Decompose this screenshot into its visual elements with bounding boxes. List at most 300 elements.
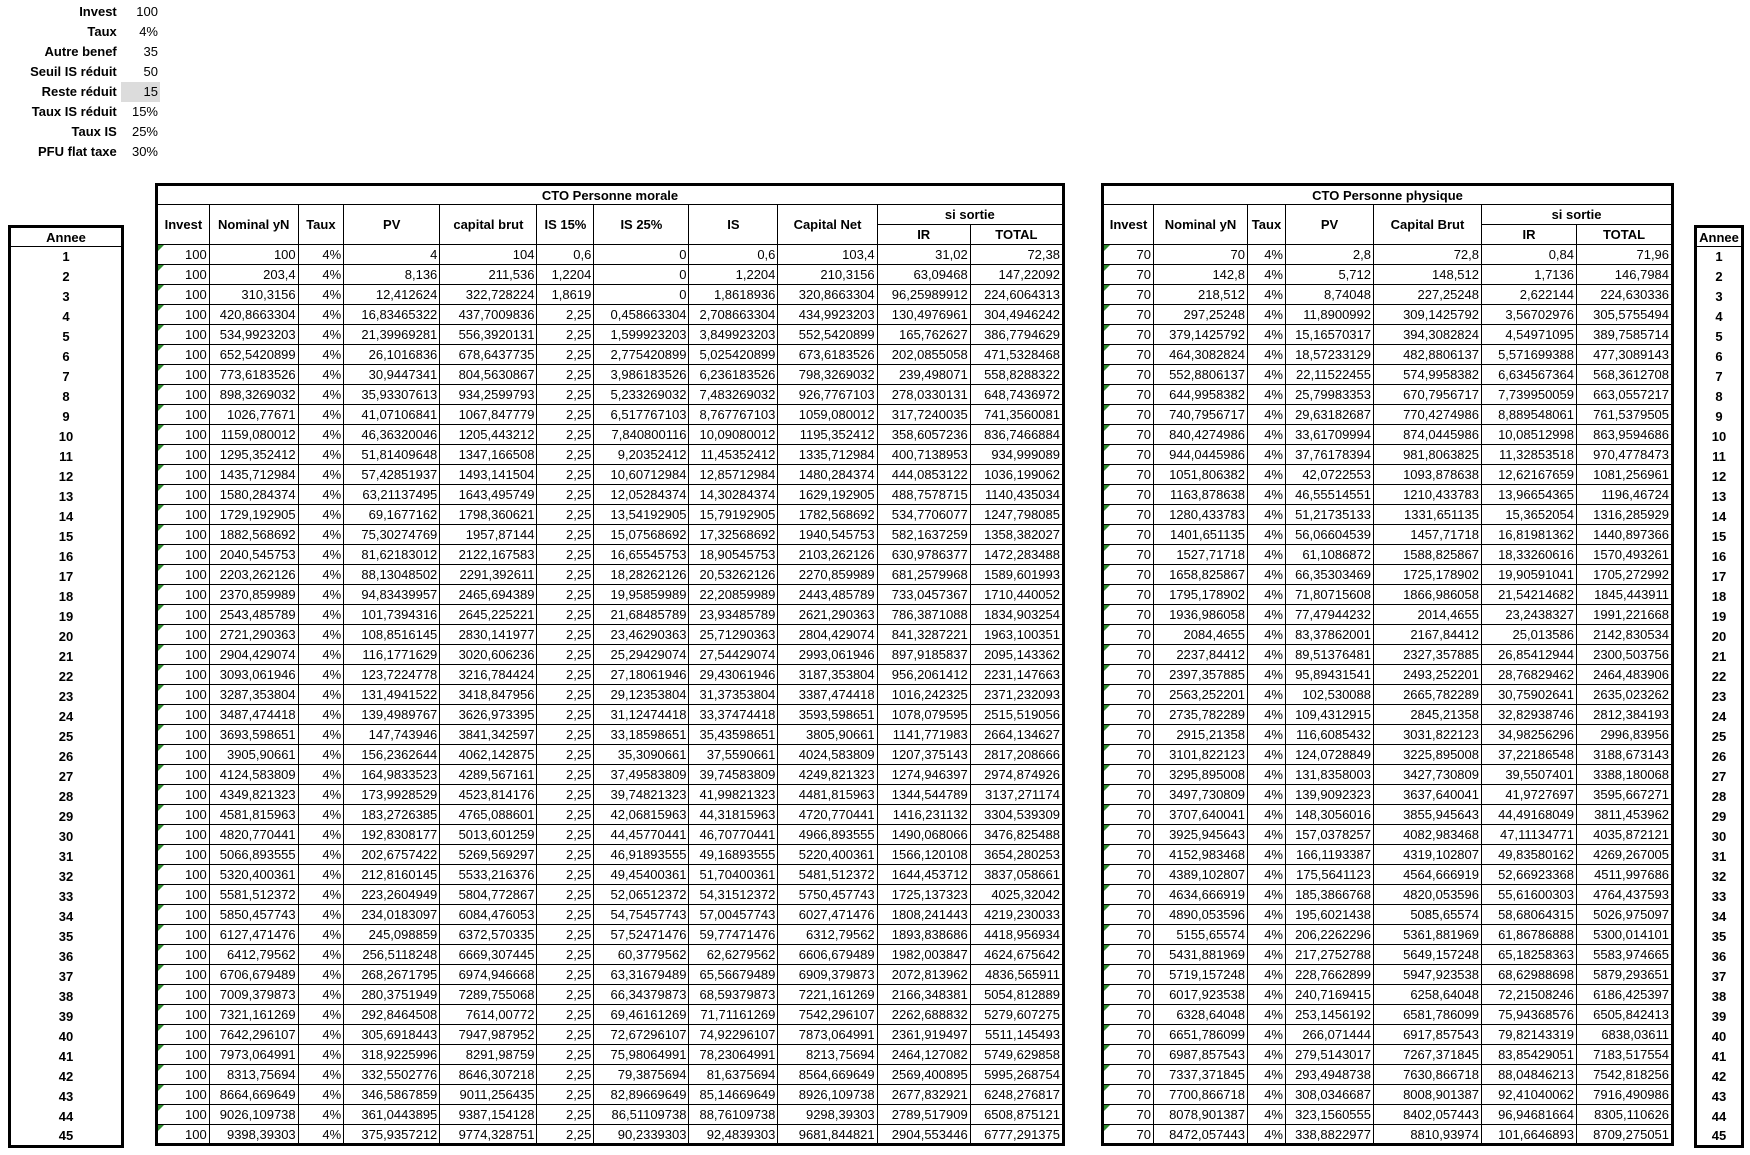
col-header-is[interactable]: IS [689,205,778,245]
table-cell[interactable]: 4% [298,1065,343,1085]
table-cell[interactable]: 8,74048 [1286,285,1374,305]
table-cell[interactable]: 836,7466884 [970,425,1063,445]
table-cell[interactable]: 70 [1103,565,1154,585]
table-cell[interactable]: 5581,512372 [209,885,298,905]
table-cell[interactable]: 18,90545753 [689,545,778,565]
table-cell[interactable]: 2,25 [537,985,594,1005]
table-cell[interactable]: 1644,453712 [877,865,970,885]
table-cell[interactable]: 2,622144 [1482,285,1577,305]
table-cell[interactable]: 3595,667271 [1577,785,1673,805]
table-cell[interactable]: 1480,284374 [778,465,877,485]
col-header-nominal[interactable]: Nominal yN [209,205,298,245]
table-cell[interactable]: 2915,21358 [1154,725,1248,745]
table-cell[interactable]: 49,45400361 [594,865,689,885]
col-header-is15[interactable]: IS 15% [537,205,594,245]
table-cell[interactable]: 70 [1103,885,1154,905]
table-cell[interactable]: 4720,770441 [778,805,877,825]
table-cell[interactable]: 4% [1248,765,1286,785]
table-cell[interactable]: 386,7794629 [970,325,1063,345]
table-cell[interactable]: 4% [298,1045,343,1065]
table-cell[interactable]: 83,85429051 [1482,1045,1577,1065]
table-cell[interactable]: 100 [157,825,210,845]
table-cell[interactable]: 4% [298,725,343,745]
table-cell[interactable]: 82,89669649 [594,1085,689,1105]
table-cell[interactable]: 11,8900992 [1286,305,1374,325]
table-cell[interactable]: 100 [157,705,210,725]
table-cell[interactable]: 1629,192905 [778,485,877,505]
table-cell[interactable]: 25,71290363 [689,625,778,645]
table-cell[interactable]: 70 [1103,945,1154,965]
table-cell[interactable]: 100 [157,545,210,565]
table-cell[interactable]: 34,98256296 [1482,725,1577,745]
table-cell[interactable]: 1416,231132 [877,805,970,825]
year-cell[interactable]: 26 [58,749,74,764]
table-cell[interactable]: 100 [157,1085,210,1105]
table-cell[interactable]: 9011,256435 [440,1085,537,1105]
table-cell[interactable]: 6017,923538 [1154,985,1248,1005]
table-cell[interactable]: 670,7956717 [1374,385,1482,405]
parameter-value[interactable]: 15 [121,82,160,102]
year-cell[interactable]: 22 [1711,669,1727,684]
table-cell[interactable]: 1643,495749 [440,485,537,505]
table-cell[interactable]: 305,5755494 [1577,305,1673,325]
table-cell[interactable]: 15,07568692 [594,525,689,545]
table-cell[interactable]: 175,5641123 [1286,865,1374,885]
table-cell[interactable]: 100 [157,585,210,605]
table-cell[interactable]: 1729,192905 [209,505,298,525]
table-cell[interactable]: 2166,348381 [877,985,970,1005]
table-cell[interactable]: 4% [298,245,343,265]
table-cell[interactable]: 2,25 [537,885,594,905]
table-cell[interactable]: 70 [1103,485,1154,505]
table-cell[interactable]: 4% [1248,785,1286,805]
year-cell[interactable]: 43 [1711,1089,1727,1104]
table-cell[interactable]: 31,02 [877,245,970,265]
table-cell[interactable]: 5155,65574 [1154,925,1248,945]
table-cell[interactable]: 2203,262126 [209,565,298,585]
table-cell[interactable]: 4289,567161 [440,765,537,785]
table-cell[interactable]: 4% [1248,645,1286,665]
table-cell[interactable]: 4581,815963 [209,805,298,825]
table-cell[interactable]: 2,25 [537,325,594,345]
table-cell[interactable]: 70 [1103,905,1154,925]
year-cell[interactable]: 35 [58,929,74,944]
year-cell[interactable]: 18 [58,589,74,604]
table-cell[interactable]: 100 [157,445,210,465]
year-cell[interactable]: 13 [1711,489,1727,504]
year-cell[interactable]: 27 [1711,769,1727,784]
table-cell[interactable]: 19,90591041 [1482,565,1577,585]
table-cell[interactable]: 58,68064315 [1482,905,1577,925]
table-cell[interactable]: 100 [157,1045,210,1065]
table-cell[interactable]: 100 [157,1005,210,1025]
table-cell[interactable]: 4% [1248,885,1286,905]
table-cell[interactable]: 8305,110626 [1577,1105,1673,1125]
year-cell[interactable]: 13 [58,489,74,504]
table-cell[interactable]: 72,38 [970,245,1063,265]
table-cell[interactable]: 268,2671795 [344,965,440,985]
table-cell[interactable]: 65,18258363 [1482,945,1577,965]
year-cell[interactable]: 32 [1711,869,1727,884]
col-header-total[interactable]: TOTAL [970,225,1063,245]
table-cell[interactable]: 7630,866718 [1374,1065,1482,1085]
table-cell[interactable]: 5220,400361 [778,845,877,865]
table-cell[interactable]: 70 [1103,305,1154,325]
table-cell[interactable]: 70 [1103,505,1154,525]
year-cell[interactable]: 28 [58,789,74,804]
table-cell[interactable]: 1,8618936 [689,285,778,305]
table-cell[interactable]: 4 [344,245,440,265]
table-cell[interactable]: 100 [157,365,210,385]
year-cell[interactable]: 22 [58,669,74,684]
table-cell[interactable]: 4% [298,1005,343,1025]
table-cell[interactable]: 79,3875694 [594,1065,689,1085]
table-cell[interactable]: 2,25 [537,865,594,885]
table-cell[interactable]: 874,0445986 [1374,425,1482,445]
table-cell[interactable]: 54,75457743 [594,905,689,925]
table-cell[interactable]: 100 [157,505,210,525]
table-cell[interactable]: 6312,79562 [778,925,877,945]
table-cell[interactable]: 3388,180068 [1577,765,1673,785]
table-cell[interactable]: 3031,822123 [1374,725,1482,745]
table-cell[interactable]: 94,83439957 [344,585,440,605]
table-cell[interactable]: 4% [298,1025,343,1045]
table-cell[interactable]: 11,45352412 [689,445,778,465]
table-cell[interactable]: 4025,32042 [970,885,1063,905]
table-cell[interactable]: 1440,897366 [1577,525,1673,545]
table-cell[interactable]: 1940,545753 [778,525,877,545]
year-cell[interactable]: 21 [1711,649,1727,664]
col-header-si-sortie[interactable]: si sortie [1482,205,1673,225]
parameter-label[interactable]: PFU flat taxe [38,144,117,159]
table-cell[interactable]: 4% [298,945,343,965]
table-cell[interactable]: 0 [594,245,689,265]
table-cell[interactable]: 4% [1248,345,1286,365]
table-cell[interactable]: 2,25 [537,705,594,725]
table-cell[interactable]: 3654,280253 [970,845,1063,865]
table-cell[interactable]: 210,3156 [778,265,877,285]
table-cell[interactable]: 100 [157,385,210,405]
table-cell[interactable]: 101,6646893 [1482,1125,1577,1145]
table-cell[interactable]: 4% [1248,325,1286,345]
year-cell[interactable]: 1 [62,249,70,265]
table-cell[interactable]: 4% [1248,285,1286,305]
table-cell[interactable]: 8,767767103 [689,405,778,425]
table-cell[interactable]: 70 [1103,385,1154,405]
table-cell[interactable]: 70 [1103,465,1154,485]
table-cell[interactable]: 4% [1248,525,1286,545]
table-cell[interactable]: 39,74583809 [689,765,778,785]
table-cell[interactable]: 15,79192905 [689,505,778,525]
table-cell[interactable]: 4319,102807 [1374,845,1482,865]
year-cell[interactable]: 14 [1711,509,1727,524]
table-cell[interactable]: 8313,75694 [209,1065,298,1085]
table-cell[interactable]: 74,92296107 [689,1025,778,1045]
table-cell[interactable]: 131,4941522 [344,685,440,705]
table-cell[interactable]: 37,5590661 [689,745,778,765]
table-cell[interactable]: 185,3866768 [1286,885,1374,905]
table-cell[interactable]: 4% [298,1125,343,1145]
table-cell[interactable]: 1982,003847 [877,945,970,965]
table-cell[interactable]: 5361,881969 [1374,925,1482,945]
table-cell[interactable]: 72,21508246 [1482,985,1577,1005]
table-cell[interactable]: 1493,141504 [440,465,537,485]
table-cell[interactable]: 4269,267005 [1577,845,1673,865]
parameter-label[interactable]: Autre benef [44,44,117,59]
table-cell[interactable]: 770,4274986 [1374,405,1482,425]
table-cell[interactable]: 70 [1103,1065,1154,1085]
table-cell[interactable]: 88,76109738 [689,1105,778,1125]
table-cell[interactable]: 2,775420899 [594,345,689,365]
table-cell[interactable]: 8213,75694 [778,1045,877,1065]
table-cell[interactable]: 51,70400361 [689,865,778,885]
year-cell[interactable]: 33 [58,889,74,904]
table-cell[interactable]: 100 [157,725,210,745]
table-cell[interactable]: 131,8358003 [1286,765,1374,785]
table-cell[interactable]: 116,6085432 [1286,725,1374,745]
table-cell[interactable]: 568,3612708 [1577,365,1673,385]
table-cell[interactable]: 6669,307445 [440,945,537,965]
table-cell[interactable]: 630,9786377 [877,545,970,565]
table-cell[interactable]: 1866,986058 [1374,585,1482,605]
table-cell[interactable]: 100 [157,865,210,885]
table-cell[interactable]: 4% [1248,1045,1286,1065]
table-cell[interactable]: 673,6183526 [778,345,877,365]
table-cell[interactable]: 2,25 [537,725,594,745]
table-cell[interactable]: 2,25 [537,1005,594,1025]
table-cell[interactable]: 100 [157,345,210,365]
table-cell[interactable]: 70 [1103,245,1154,265]
table-cell[interactable]: 2237,84412 [1154,645,1248,665]
table-cell[interactable]: 41,07106841 [344,405,440,425]
table-cell[interactable]: 5,233269032 [594,385,689,405]
table-cell[interactable]: 10,09080012 [689,425,778,445]
table-cell[interactable]: 652,5420899 [209,345,298,365]
table-cell[interactable]: 4836,565911 [970,965,1063,985]
year-cell[interactable]: 44 [58,1109,74,1124]
table-cell[interactable]: 4% [298,905,343,925]
table-cell[interactable]: 63,09468 [877,265,970,285]
table-cell[interactable]: 804,5630867 [440,365,537,385]
table-cell[interactable]: 7183,517554 [1577,1045,1673,1065]
table-cell[interactable]: 4% [298,405,343,425]
table-cell[interactable]: 2665,782289 [1374,685,1482,705]
table-cell[interactable]: 1026,77671 [209,405,298,425]
table-cell[interactable]: 1140,435034 [970,485,1063,505]
table-cell[interactable]: 79,82143319 [1482,1025,1577,1045]
table-cell[interactable]: 4% [1248,685,1286,705]
table-cell[interactable]: 2,25 [537,665,594,685]
table-cell[interactable]: 59,77471476 [689,925,778,945]
table-cell[interactable]: 4152,983468 [1154,845,1248,865]
table-cell[interactable]: 7,840800116 [594,425,689,445]
col-header-ir[interactable]: IR [877,225,970,245]
table-cell[interactable]: 4% [298,705,343,725]
table-cell[interactable]: 2,25 [537,485,594,505]
table-cell[interactable]: 420,8663304 [209,305,298,325]
table-cell[interactable]: 1335,712984 [778,445,877,465]
table-cell[interactable]: 4% [1248,605,1286,625]
table-cell[interactable]: 100 [157,785,210,805]
table-cell[interactable]: 4% [298,425,343,445]
table-cell[interactable]: 1457,71718 [1374,525,1482,545]
table-cell[interactable]: 1347,166508 [440,445,537,465]
table-cell[interactable]: 4% [298,765,343,785]
table-cell[interactable]: 49,83580162 [1482,845,1577,865]
table-cell[interactable]: 4% [298,585,343,605]
table-cell[interactable]: 4% [1248,265,1286,285]
table-cell[interactable]: 102,530088 [1286,685,1374,705]
table-cell[interactable]: 6127,471476 [209,925,298,945]
table-cell[interactable]: 6248,276817 [970,1085,1063,1105]
table-cell[interactable]: 4% [1248,405,1286,425]
table-cell[interactable]: 70 [1103,865,1154,885]
table-cell[interactable]: 142,8 [1154,265,1248,285]
col-header-pv[interactable]: PV [344,205,440,245]
table-cell[interactable]: 7542,296107 [778,1005,877,1025]
table-cell[interactable]: 2845,21358 [1374,705,1482,725]
table-cell[interactable]: 332,5502776 [344,1065,440,1085]
table-cell[interactable]: 2167,84412 [1374,625,1482,645]
table-cell[interactable]: 2993,061946 [778,645,877,665]
table-cell[interactable]: 7973,064991 [209,1045,298,1065]
year-cell[interactable]: 41 [1711,1049,1727,1064]
table-cell[interactable]: 2084,4655 [1154,625,1248,645]
table-cell[interactable]: 1051,806382 [1154,465,1248,485]
col-header-ir[interactable]: IR [1482,225,1577,245]
table-cell[interactable]: 47,11134771 [1482,825,1577,845]
table-cell[interactable]: 2072,813962 [877,965,970,985]
table-cell[interactable]: 2664,134627 [970,725,1063,745]
table-cell[interactable]: 4% [1248,1065,1286,1085]
year-cell[interactable]: 4 [1715,309,1723,324]
table-cell[interactable]: 4% [1248,905,1286,925]
table-cell[interactable]: 11,32853518 [1482,445,1577,465]
parameter-value[interactable]: 4% [139,24,158,39]
table-cell[interactable]: 4% [298,1085,343,1105]
table-cell[interactable]: 30,75902641 [1482,685,1577,705]
year-cell[interactable]: 23 [58,689,74,704]
table-cell[interactable]: 1963,100351 [970,625,1063,645]
table-cell[interactable]: 20,53262126 [689,565,778,585]
table-cell[interactable]: 29,63182687 [1286,405,1374,425]
table-cell[interactable]: 4124,583809 [209,765,298,785]
table-cell[interactable]: 2721,290363 [209,625,298,645]
parameter-label[interactable]: Taux [87,24,117,39]
table-cell[interactable]: 101,7394316 [344,605,440,625]
table-cell[interactable]: 70 [1103,605,1154,625]
table-cell[interactable]: 1059,080012 [778,405,877,425]
year-cell[interactable]: 38 [1711,989,1727,1004]
table-cell[interactable]: 70 [1103,825,1154,845]
table-cell[interactable]: 5054,812889 [970,985,1063,1005]
table-cell[interactable]: 203,4 [209,265,298,285]
table-cell[interactable]: 2,25 [537,365,594,385]
table-cell[interactable]: 9387,154128 [440,1105,537,1125]
table-cell[interactable]: 6606,679489 [778,945,877,965]
table-cell[interactable]: 88,04846213 [1482,1065,1577,1085]
table-cell[interactable]: 30,9447341 [344,365,440,385]
year-cell[interactable]: 25 [1711,729,1727,744]
table-cell[interactable]: 7873,064991 [778,1025,877,1045]
year-cell[interactable]: 11 [1712,449,1726,464]
table-cell[interactable]: 12,412624 [344,285,440,305]
table-cell[interactable]: 552,5420899 [778,325,877,345]
table-cell[interactable]: 2040,545753 [209,545,298,565]
table-cell[interactable]: 644,9958382 [1154,385,1248,405]
table-cell[interactable]: 5850,457743 [209,905,298,925]
table-cell[interactable]: 740,7956717 [1154,405,1248,425]
parameter-value[interactable]: 25% [131,124,158,139]
table-cell[interactable]: 88,13048502 [344,565,440,585]
table-cell[interactable]: 4% [298,305,343,325]
table-cell[interactable]: 1141,771983 [877,725,970,745]
year-cell[interactable]: 34 [1711,909,1727,924]
table-cell[interactable]: 1016,242325 [877,685,970,705]
table-cell[interactable]: 444,0853122 [877,465,970,485]
table-cell[interactable]: 21,54214682 [1482,585,1577,605]
table-cell[interactable]: 70 [1103,365,1154,385]
year-cell[interactable]: 10 [1711,429,1727,444]
table-cell[interactable]: 2103,262126 [778,545,877,565]
table-cell[interactable]: 42,0722553 [1286,465,1374,485]
table-cell[interactable]: 2,25 [537,905,594,925]
table-cell[interactable]: 5,571699388 [1482,345,1577,365]
table-cell[interactable]: 773,6183526 [209,365,298,385]
table-cell[interactable]: 2,25 [537,525,594,545]
year-cell[interactable]: 29 [1711,809,1727,824]
table-cell[interactable]: 9,20352412 [594,445,689,465]
year-cell[interactable]: 30 [58,829,74,844]
table-cell[interactable]: 379,1425792 [1154,325,1248,345]
table-cell[interactable]: 49,16893555 [689,845,778,865]
table-cell[interactable]: 5481,512372 [778,865,877,885]
year-cell[interactable]: 30 [1711,829,1727,844]
year-cell[interactable]: 31 [58,849,74,864]
table-cell[interactable]: 5431,881969 [1154,945,1248,965]
table-cell[interactable]: 52,06512372 [594,885,689,905]
table-cell[interactable]: 1331,651135 [1374,505,1482,525]
table-cell[interactable]: 4,54971095 [1482,325,1577,345]
table-cell[interactable]: 305,6918443 [344,1025,440,1045]
parameter-value[interactable]: 100 [136,4,158,19]
table-cell[interactable]: 2804,429074 [778,625,877,645]
table-cell[interactable]: 3304,539309 [970,805,1063,825]
table-cell[interactable]: 18,33260616 [1482,545,1577,565]
year-cell[interactable]: 40 [1711,1029,1727,1044]
table-cell[interactable]: 46,91893555 [594,845,689,865]
table-cell[interactable]: 7009,379873 [209,985,298,1005]
table-cell[interactable]: 681,2579968 [877,565,970,585]
table-cell[interactable]: 1159,080012 [209,425,298,445]
table-cell[interactable]: 292,8464508 [344,1005,440,1025]
table-cell[interactable]: 62,6279562 [689,945,778,965]
table-cell[interactable]: 100 [157,845,210,865]
year-cell[interactable]: 20 [58,629,74,644]
table-cell[interactable]: 4349,821323 [209,785,298,805]
table-cell[interactable]: 7337,371845 [1154,1065,1248,1085]
table-cell[interactable]: 1435,712984 [209,465,298,485]
table-cell[interactable]: 4% [298,445,343,465]
table-cell[interactable]: 12,85712984 [689,465,778,485]
parameter-label[interactable]: Invest [79,4,117,19]
table-cell[interactable]: 5533,216376 [440,865,537,885]
table-cell[interactable]: 2,8 [1286,245,1374,265]
table-cell[interactable]: 42,06815963 [594,805,689,825]
table-cell[interactable]: 70 [1103,765,1154,785]
table-cell[interactable]: 1358,382027 [970,525,1063,545]
table-cell[interactable]: 2,25 [537,805,594,825]
